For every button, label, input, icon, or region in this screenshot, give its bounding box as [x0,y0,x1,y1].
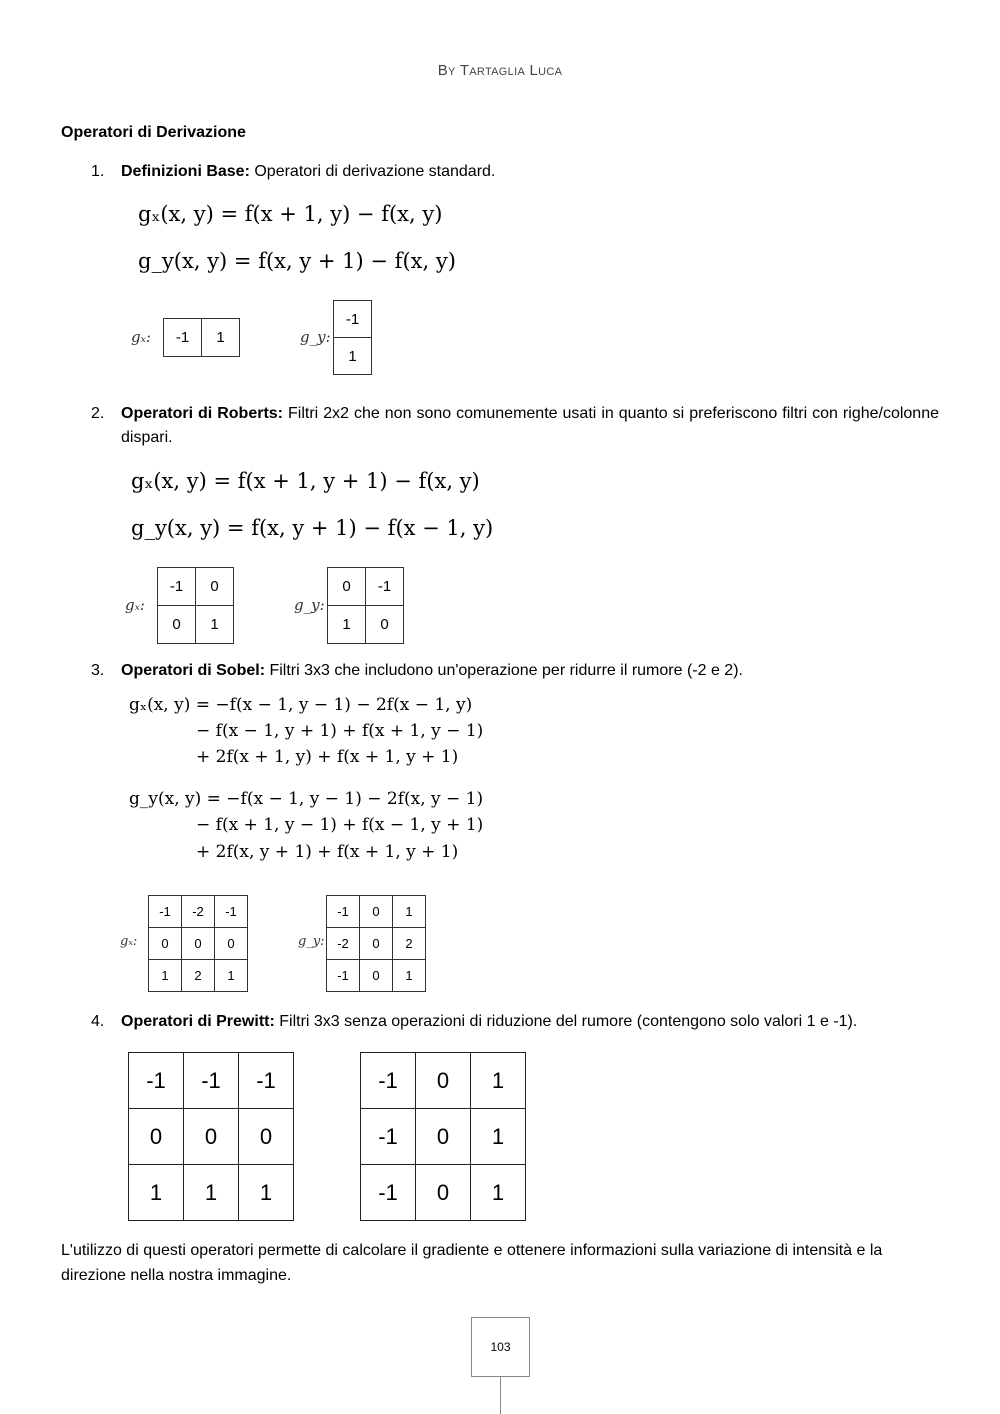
equation-sobel-gx-line2: − f(x − 1, y + 1) + f(x + 1, y − 1) [196,721,484,741]
kernel-cell: 1 [196,606,234,644]
kernel-cell: -1 [327,896,360,928]
list-number: 4. [91,1013,105,1030]
kernel-cell: -1 [149,896,182,928]
item-description: Filtri 3x3 senza operazioni di riduzione del rumore (contengono solo valori 1 e -1). [274,1013,858,1030]
kernel-cell: -1 [361,1053,416,1109]
kernel-row [158,568,234,606]
kernel-cell: 0 [239,1109,294,1165]
kernel-row [149,960,248,992]
list-number: 3. [91,662,105,679]
list-text [121,1010,939,1034]
kernel-row [334,301,372,338]
kernel-cell: 1 [334,338,372,375]
kernel-cell: 0 [196,568,234,606]
kernel-row [361,1109,526,1165]
kernel-cell: 0 [215,928,248,960]
label-roberts-gx: gₓ: [125,596,145,614]
kernel-cell: -1 [361,1109,416,1165]
label-sobel-gy: g_y: [298,934,325,949]
page-header: By Tartaglia Luca [437,62,563,79]
kernel-cell: 1 [471,1109,526,1165]
kernel-cell: -1 [334,301,372,338]
kernel-row [361,1053,526,1109]
kernel-cell: -1 [215,896,248,928]
item-title: Definizioni Base: [121,163,250,180]
kernel-cell: 1 [393,896,426,928]
kernel-prewitt-gy [360,1052,526,1221]
list-text [121,160,939,184]
page-number: 103 [490,1340,511,1354]
kernel-row [129,1165,294,1221]
list-item-base [91,160,939,184]
label-base-gx: gₓ: [131,328,151,346]
kernel-cell: 0 [360,896,393,928]
kernel-cell: 1 [215,960,248,992]
kernel-cell: -1 [158,568,196,606]
item-title: Operatori di Roberts: [121,405,283,422]
item-description: Filtri 2x2 che non sono comunemente usati in quanto si preferiscono filtri con righe/colonne dispari. [121,405,940,446]
kernel-cell: 0 [328,568,366,606]
section-title: Operatori di Derivazione [61,124,246,141]
page-number-connector [500,1376,501,1414]
item-title: Operatori di Sobel: [121,662,266,679]
equation-base-gx: gₓ(x, y) = f(x + 1, y) − f(x, y) [138,202,443,226]
kernel-row [129,1109,294,1165]
page-number-box [471,1317,530,1377]
kernel-cell: 1 [239,1165,294,1221]
kernel-cell: -2 [182,896,215,928]
kernel-cell: 1 [202,319,240,357]
kernel-cell: 2 [393,928,426,960]
kernel-cell: 1 [149,960,182,992]
kernel-base-gy [333,300,372,375]
kernel-cell: 1 [328,606,366,644]
kernel-row [327,896,426,928]
equation-sobel-gy-line2: − f(x + 1, y − 1) + f(x − 1, y + 1) [196,815,484,835]
list-text [121,659,939,683]
equation-sobel-gx-line3: + 2f(x + 1, y) + f(x + 1, y + 1) [196,747,459,767]
kernel-cell: 1 [129,1165,184,1221]
list-item-sobel [91,659,939,683]
item-description: Operatori di derivazione standard. [249,163,496,180]
kernel-row [327,960,426,992]
kernel-cell: 0 [184,1109,239,1165]
kernel-cell: 0 [129,1109,184,1165]
kernel-prewitt-gx [128,1052,294,1221]
kernel-row [158,606,234,644]
item-description: Filtri 3x3 che includono un'operazione per ridurre il rumore (-2 e 2). [265,662,743,679]
kernel-cell: 1 [393,960,426,992]
kernel-cell: -1 [361,1165,416,1221]
list-item-prewitt [91,1010,939,1034]
kernel-cell: 0 [360,960,393,992]
kernel-row [327,928,426,960]
kernel-cell: 0 [158,606,196,644]
kernel-row [328,606,404,644]
kernel-cell: -1 [184,1053,239,1109]
equation-base-gy: g_y(x, y) = f(x, y + 1) − f(x, y) [138,249,456,273]
kernel-cell: -1 [129,1053,184,1109]
kernel-cell: -1 [366,568,404,606]
item-title: Operatori di Prewitt: [121,1013,275,1030]
kernel-sobel-gx [148,895,248,992]
equation-roberts-gy: g_y(x, y) = f(x, y + 1) − f(x − 1, y) [131,516,494,540]
list-number: 1. [91,163,105,180]
list-item-roberts [91,402,939,450]
kernel-cell: 0 [360,928,393,960]
kernel-roberts-gx [157,567,234,644]
kernel-row [129,1053,294,1109]
kernel-cell: 0 [416,1165,471,1221]
equation-roberts-gx: gₓ(x, y) = f(x + 1, y + 1) − f(x, y) [131,469,480,493]
kernel-roberts-gy [327,567,404,644]
kernel-base-gx [163,318,240,357]
label-roberts-gy: g_y: [294,596,325,614]
list-text [121,402,939,450]
kernel-cell: 1 [471,1053,526,1109]
kernel-cell: 0 [366,606,404,644]
kernel-cell: 1 [471,1165,526,1221]
kernel-cell: -1 [164,319,202,357]
list-number: 2. [91,405,105,422]
kernel-row [328,568,404,606]
kernel-sobel-gy [326,895,426,992]
kernel-cell: -1 [327,960,360,992]
kernel-cell: 0 [182,928,215,960]
kernel-cell: -1 [239,1053,294,1109]
equation-sobel-gx-line1: gₓ(x, y) = −f(x − 1, y − 1) − 2f(x − 1, y) [129,695,473,715]
kernel-row [149,896,248,928]
kernel-cell: -2 [327,928,360,960]
kernel-cell: 0 [416,1053,471,1109]
kernel-cell: 2 [182,960,215,992]
label-base-gy: g_y: [300,328,331,346]
label-sobel-gx: gₓ: [120,934,138,949]
kernel-row [361,1165,526,1221]
kernel-row [164,319,240,357]
kernel-cell: 0 [149,928,182,960]
kernel-row [149,928,248,960]
kernel-cell: 0 [416,1109,471,1165]
kernel-row [334,338,372,375]
equation-sobel-gy-line1: g_y(x, y) = −f(x − 1, y − 1) − 2f(x, y − 1) [129,789,484,809]
equation-sobel-gy-line3: + 2f(x, y + 1) + f(x + 1, y + 1) [196,842,459,862]
kernel-cell: 1 [184,1165,239,1221]
closing-paragraph: L'utilizzo di questi operatori permette di calcolare il gradiente e ottenere informazioni sulla variazione di intensità e la direzione nella nostra immagine. [61,1242,883,1284]
